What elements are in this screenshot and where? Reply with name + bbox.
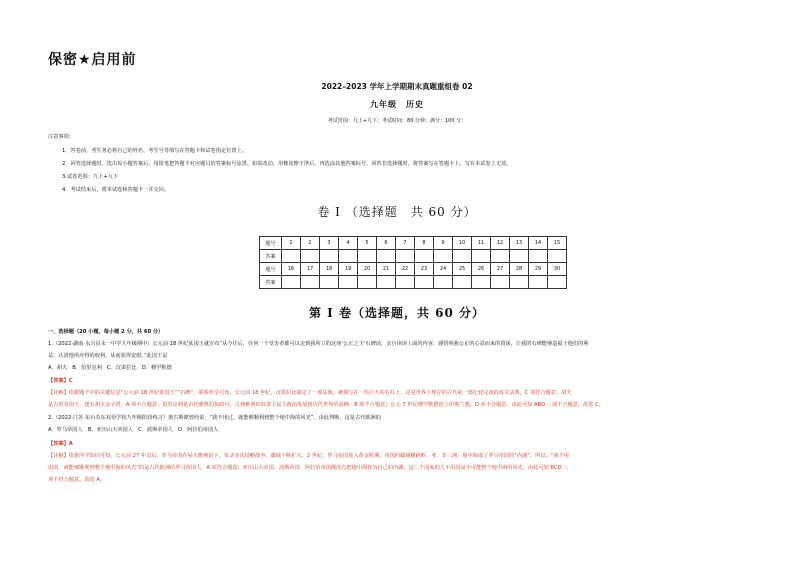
answer-cell [320, 250, 339, 263]
answer-cell [472, 250, 491, 263]
answer-cell [510, 276, 529, 289]
question-number: 19 [339, 263, 358, 276]
question-number: 3 [320, 237, 339, 250]
note-item: 2．回答选择题时，选出每小题答案后，用铅笔把答题卡对应题目的答案标号涂黑。如需改动，用橡皮擦干净后，再选涂其他答案标号。回答非选择题时，将答案写在答题卡上。写在本试卷上无效。 [62, 161, 512, 167]
question-number: 7 [396, 237, 415, 250]
answer-cell [282, 250, 301, 263]
question-number: 28 [510, 263, 529, 276]
question-number: 26 [472, 263, 491, 276]
question-number: 5 [358, 237, 377, 250]
question-number: 13 [510, 237, 529, 250]
question-number: 16 [282, 263, 301, 276]
question-1-stem: 1.（2022·湖南·永兴县永一中学九年级期中）公元前 18 世纪某国王就宣布“从今往后，任何一个受害者都可以走到我所立的这座‘公正之王’石碑前，亲自读读上面的内容，感悟明我公正的心意而来的资深，让我的石碑能够造福于他们的利 [48, 341, 589, 347]
answer-cell [358, 276, 377, 289]
question-2-analysis-cont: 出国，就能够顺利到整个地中海的风光”的是古代欧洲的罗马帝国人，A 项符合题意；亚历山大帝国、波斯帝国、阿拉伯帝国都没有把地中海作为自己的内湖，这三个国家的人不出国是不可能整个地中海的风光，由此可知 BCD 三 [48, 465, 569, 471]
confidential-mark: 保密★启用前 [48, 52, 137, 68]
answer-cell [491, 250, 510, 263]
question-number: 17 [301, 263, 320, 276]
table-row [260, 237, 567, 250]
question-number: 6 [377, 237, 396, 250]
answer-cell [472, 276, 491, 289]
exam-scope: 考试范围：九上+九下；考试时间：80 分钟；满分：100 分； [327, 118, 467, 124]
note-item: 4．考试结束后，将本试卷和答题卡一并交回。 [62, 187, 170, 193]
row-label: 题号 [260, 237, 282, 250]
note-item: 1．答卷前，考生务必将自己的姓名、考生号等填写在答题卡和试卷指定位置上。 [62, 148, 247, 154]
question-number: 9 [434, 237, 453, 250]
question-1-analysis: 【详解】依据题干中的关键信息“公元前 18 世纪某国王”“石碑”，联系所学可知，公元前 18 世纪，汉谟拉比制定了一部法典，被刻写在一块巨大的石柱上，这是世界上现存的古代第一部比较完备的成文法典，C 项符合题意；胡夫 [48, 390, 572, 396]
exam-title: 2022–2023 学年上学期期末真题重组卷 02 [321, 82, 473, 91]
answer-cell [377, 276, 396, 289]
notes-heading: 注意事项： [48, 134, 74, 140]
answer-cell [529, 276, 548, 289]
question-number: 21 [377, 263, 396, 276]
question-number: 22 [396, 263, 415, 276]
answer-cell [491, 276, 510, 289]
answer-cell [339, 250, 358, 263]
table-row [260, 250, 567, 263]
question-1-stem-cont: 益。认清他所应得的权利，从而获得安慰。”此国王是 [48, 353, 168, 359]
question-number: 10 [453, 237, 472, 250]
question-1-answer: 【答案】C [48, 378, 73, 384]
answer-cell [548, 250, 567, 263]
question-1-options: A．胡夫 B．伯里克利 C．汉谟拉比 D．穆罕默德 [48, 365, 172, 371]
answer-cell [415, 250, 434, 263]
answer-cell [377, 250, 396, 263]
question-number: 29 [529, 263, 548, 276]
question-number: 15 [548, 237, 567, 250]
answer-cell [396, 276, 415, 289]
question-2-options: A．罗马帝国人 B．亚历山大帝国人 C．波斯帝国人 D．阿拉伯帝国人 [48, 427, 219, 433]
answer-cell [453, 250, 472, 263]
question-2-answer: 【答案】A [48, 441, 73, 447]
answer-cell [339, 276, 358, 289]
question-number: 4 [339, 237, 358, 250]
exam-subtitle: 九年级 历史 [370, 100, 424, 109]
row-label: 答案 [260, 250, 282, 263]
question-1-analysis-cont: 是古埃及国王，建有胡夫金字塔，A 项不合题意；伯里克利是古代雅典的执政官，古典雅典的奴隶主民主政治发展到古代世界的高峰，B 项不合题意；公元 7 世纪穆罕默德创立伊斯兰教，D 项不合题意。由此可知 ABD 三项不合题意，故选 C。 [48, 402, 604, 408]
answer-cell [358, 250, 377, 263]
question-number: 25 [453, 263, 472, 276]
section1-title: 卷 I （选择题 共 60 分） [317, 205, 477, 219]
question-number: 30 [548, 263, 567, 276]
question-number: 18 [320, 263, 339, 276]
answer-cell [301, 276, 320, 289]
answer-cell [415, 276, 434, 289]
question-number: 27 [491, 263, 510, 276]
answer-cell [510, 250, 529, 263]
answer-cell [282, 276, 301, 289]
table-row [260, 276, 567, 289]
question-2-analysis: 【详解】依据所学知识可知，公元前 27 年以后，罗马帝国在屋大维统治下，发动多次侵略战争，疆域不断扩大，2 世纪，罗马帝国进入黄金时期。帝国的疆域横跨欧、亚、非三洲，地中海成了罗马帝国的“内湖”。所以，“我不用 [48, 453, 569, 459]
question-number: 20 [358, 263, 377, 276]
note-item: 3.试卷范围：九上+九下 [62, 174, 118, 180]
row-label: 答案 [260, 276, 282, 289]
question-number: 1 [282, 237, 301, 250]
answer-cell [301, 250, 320, 263]
answer-cell [453, 276, 472, 289]
question-number: 14 [529, 237, 548, 250]
question-number: 11 [472, 237, 491, 250]
question-number: 12 [491, 237, 510, 250]
question-2-stem: 2.（2022·江苏·东台苏东双语学校九年级阶段练习）奥古斯都曾经说：“我不用过，就能够顺利到整个地中海的风光”。由此判断，这是古代欧洲的 [48, 415, 381, 421]
question-number: 2 [301, 237, 320, 250]
question-number: 23 [415, 263, 434, 276]
question-2-analysis-end: 项不符合题意。故选 A。 [48, 477, 106, 483]
table-row [260, 263, 567, 276]
answer-cell [529, 250, 548, 263]
answer-table [259, 236, 567, 289]
row-label: 题号 [260, 263, 282, 276]
question-number: 24 [434, 263, 453, 276]
questions-heading: 一、选择题（20 小题，每小题 2 分，共 60 分） [48, 329, 164, 335]
question-number: 8 [415, 237, 434, 250]
answer-cell [434, 276, 453, 289]
answer-cell [548, 276, 567, 289]
answer-cell [434, 250, 453, 263]
section2-title: 第 I 卷（选择题，共 60 分） [308, 306, 486, 320]
answer-cell [320, 276, 339, 289]
answer-cell [396, 250, 415, 263]
